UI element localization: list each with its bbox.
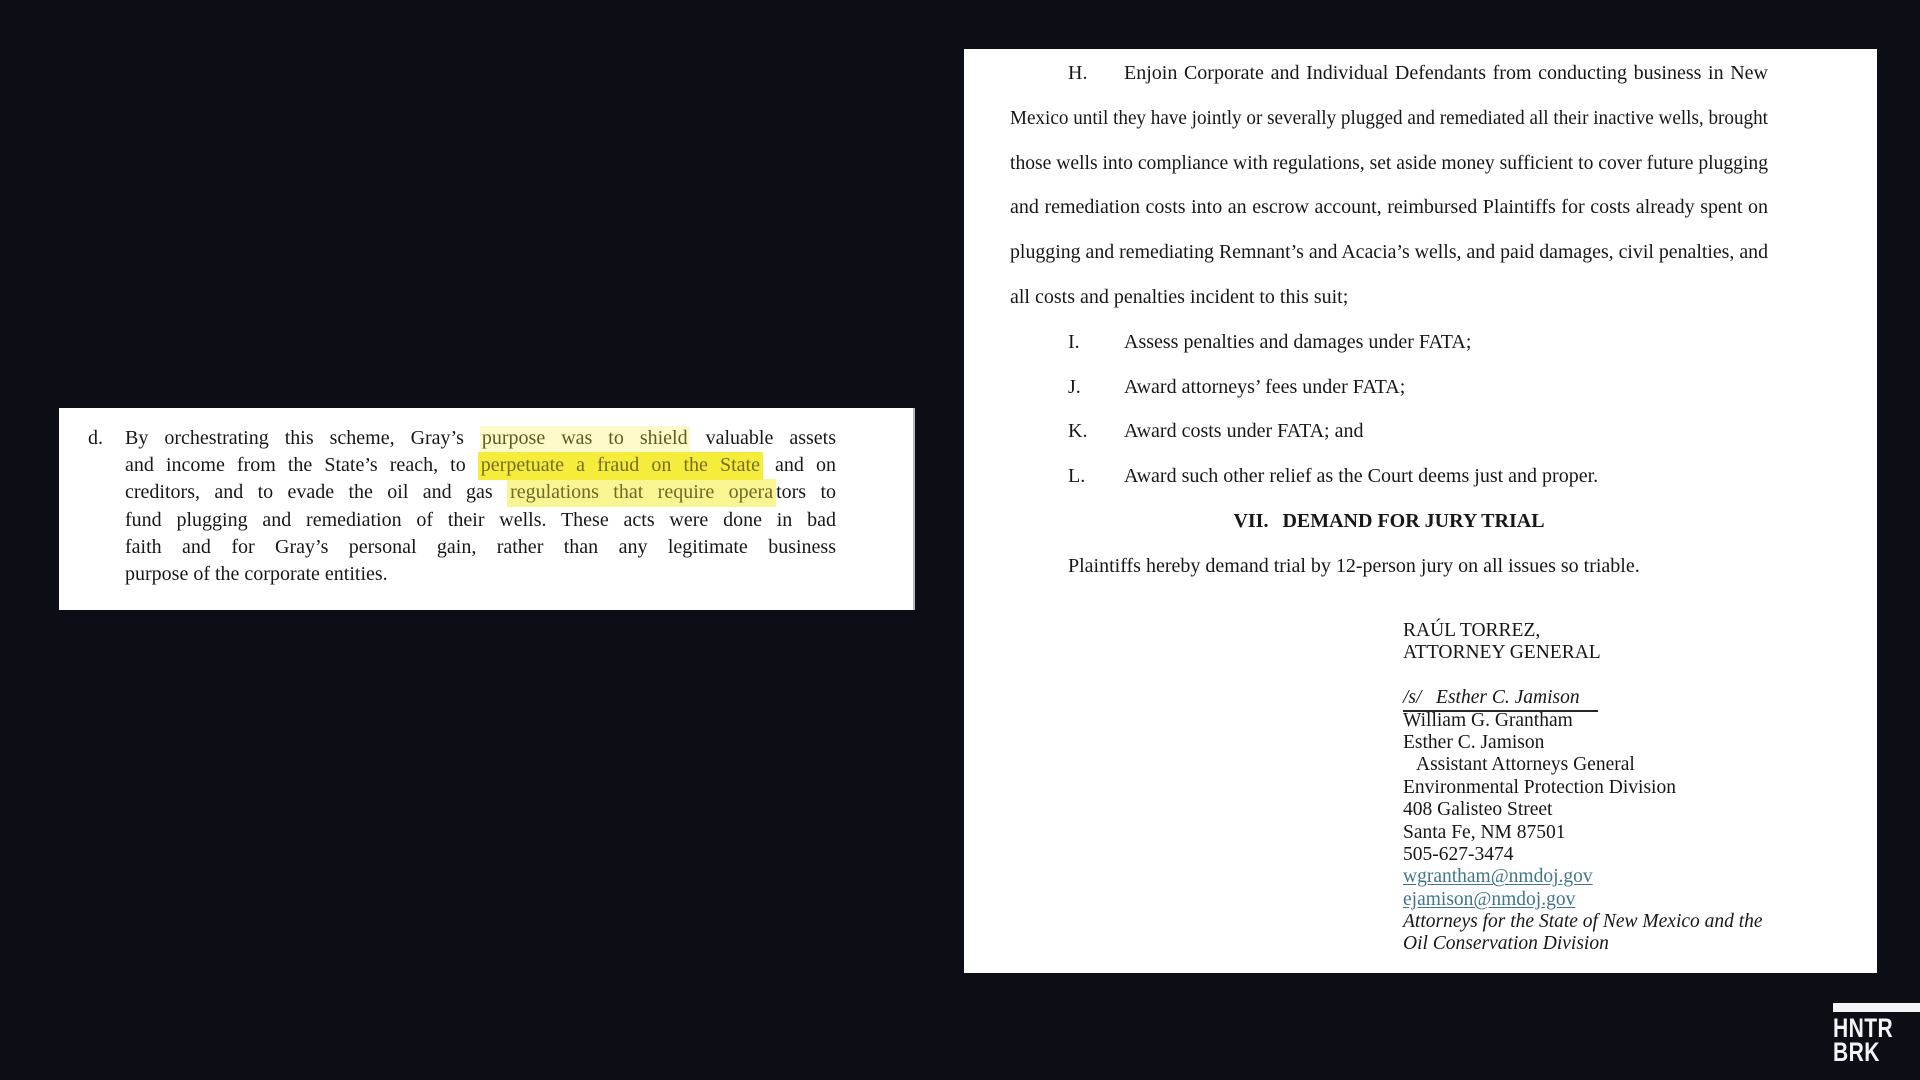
excerpt-line bbox=[125, 534, 836, 561]
signature-line bbox=[1403, 687, 1763, 709]
highlighted-text: perpetuate a fraud on the State bbox=[478, 452, 763, 480]
item-marker: I. bbox=[1068, 330, 1080, 353]
logo-bar bbox=[1833, 1003, 1920, 1012]
court-filing-page bbox=[964, 49, 1877, 973]
conformed-signature: /s/ Esther C. Jamison bbox=[1403, 687, 1598, 711]
highlighted-text: purpose was to shield bbox=[480, 426, 690, 452]
item-marker: L. bbox=[1068, 465, 1086, 488]
document-line: H. Enjoin Corporate and Individual Defendants from conducting business in New bbox=[1010, 51, 1768, 96]
email-link: wgrantham@nmdoj.gov bbox=[1403, 866, 1593, 888]
excerpt-text: creditors, and to evade the oil and gas bbox=[125, 481, 508, 504]
signature-line: Assistant Attorneys General bbox=[1416, 754, 1635, 776]
excerpt-line bbox=[125, 452, 836, 479]
relief-item: I. Assess penalties and damages under FATA; bbox=[1010, 320, 1768, 365]
hntrbrk-logo bbox=[1833, 1003, 1920, 1067]
signature-line: William G. Grantham bbox=[1403, 709, 1573, 731]
email-link: ejamison@nmdoj.gov bbox=[1403, 888, 1576, 910]
document-line: all costs and penalties incident to this suit; bbox=[1010, 285, 1349, 308]
item-marker: J. bbox=[1068, 375, 1081, 398]
excerpt-text: purpose of the corporate entities. bbox=[125, 562, 388, 585]
signature-line: ATTORNEY GENERAL bbox=[1403, 642, 1601, 664]
document-line: and remediation costs into an escrow account, reimbursed Plaintiffs for costs already spent on bbox=[1010, 196, 1768, 219]
excerpt-text: By orchestrating this scheme, Gray’s bbox=[125, 427, 480, 449]
signature-line: Esther C. Jamison bbox=[1403, 731, 1545, 753]
signature-line bbox=[1403, 889, 1763, 911]
list-marker-d: d. bbox=[88, 427, 103, 449]
excerpt-text: and on bbox=[762, 454, 836, 477]
section-number: VII. bbox=[1233, 509, 1269, 532]
signature-line: 505-627-3474 bbox=[1403, 843, 1514, 865]
logo-text-line1: HNTR bbox=[1833, 1013, 1894, 1043]
excerpt-lines bbox=[125, 425, 836, 588]
excerpt-text: faith and for Gray’s personal gain, rather than any legitimate business bbox=[125, 535, 836, 558]
signature-line bbox=[1403, 866, 1763, 888]
signature-block bbox=[1403, 620, 1763, 956]
logo-text-line2: BRK bbox=[1833, 1037, 1880, 1067]
signature-line: 408 Galisteo Street bbox=[1403, 799, 1553, 821]
document-line: plugging and remediating Remnant’s and Acacia’s wells, and paid damages, civil penalties, and bbox=[1010, 241, 1768, 264]
paragraph-h bbox=[1010, 51, 1768, 320]
relief-item: L. Award such other relief as the Court deems just and proper. bbox=[1010, 454, 1768, 499]
excerpt-line bbox=[125, 507, 836, 534]
court-filing-body bbox=[1010, 51, 1768, 589]
document-line: Mexico until they have jointly or severally plugged and remediated all their inactive wells, brought bbox=[1010, 106, 1768, 129]
signature-line: Environmental Protection Division bbox=[1403, 776, 1676, 798]
document-line: those wells into compliance with regulations, set aside money sufficient to cover future plugging bbox=[1010, 151, 1768, 174]
jury-demand-line: Plaintiffs hereby demand trial by 12-person jury on all issues so triable. bbox=[1068, 554, 1640, 577]
section-heading bbox=[1010, 499, 1768, 544]
signature-line: Attorneys for the State of New Mexico and the bbox=[1403, 911, 1763, 933]
relief-item: J. Award attorneys’ fees under FATA; bbox=[1010, 365, 1768, 410]
excerpt-text: valuable assets bbox=[689, 427, 837, 449]
excerpt-line bbox=[125, 425, 836, 452]
excerpt-text: and income from the State’s reach, to bbox=[125, 454, 478, 477]
paragraph-marker: H. bbox=[1068, 62, 1088, 84]
excerpt-text: tors to bbox=[776, 481, 837, 504]
relief-items bbox=[1010, 320, 1768, 499]
excerpt-line bbox=[125, 479, 836, 506]
excerpt-line bbox=[125, 561, 388, 588]
signature-line: Oil Conservation Division bbox=[1403, 933, 1609, 955]
signature-line: Santa Fe, NM 87501 bbox=[1403, 821, 1566, 843]
signature-line bbox=[1403, 665, 1763, 687]
signature-line: RAÚL TORREZ, bbox=[1403, 620, 1541, 641]
excerpt-text: fund plugging and remediation of their wells. These acts were done in bad bbox=[125, 508, 836, 531]
section-title: DEMAND FOR JURY TRIAL bbox=[1282, 509, 1545, 532]
item-marker: K. bbox=[1068, 420, 1088, 443]
highlighted-excerpt-card bbox=[59, 408, 915, 610]
highlighted-text: regulations that require opera bbox=[507, 479, 776, 507]
relief-item: K. Award costs under FATA; and bbox=[1010, 409, 1768, 454]
